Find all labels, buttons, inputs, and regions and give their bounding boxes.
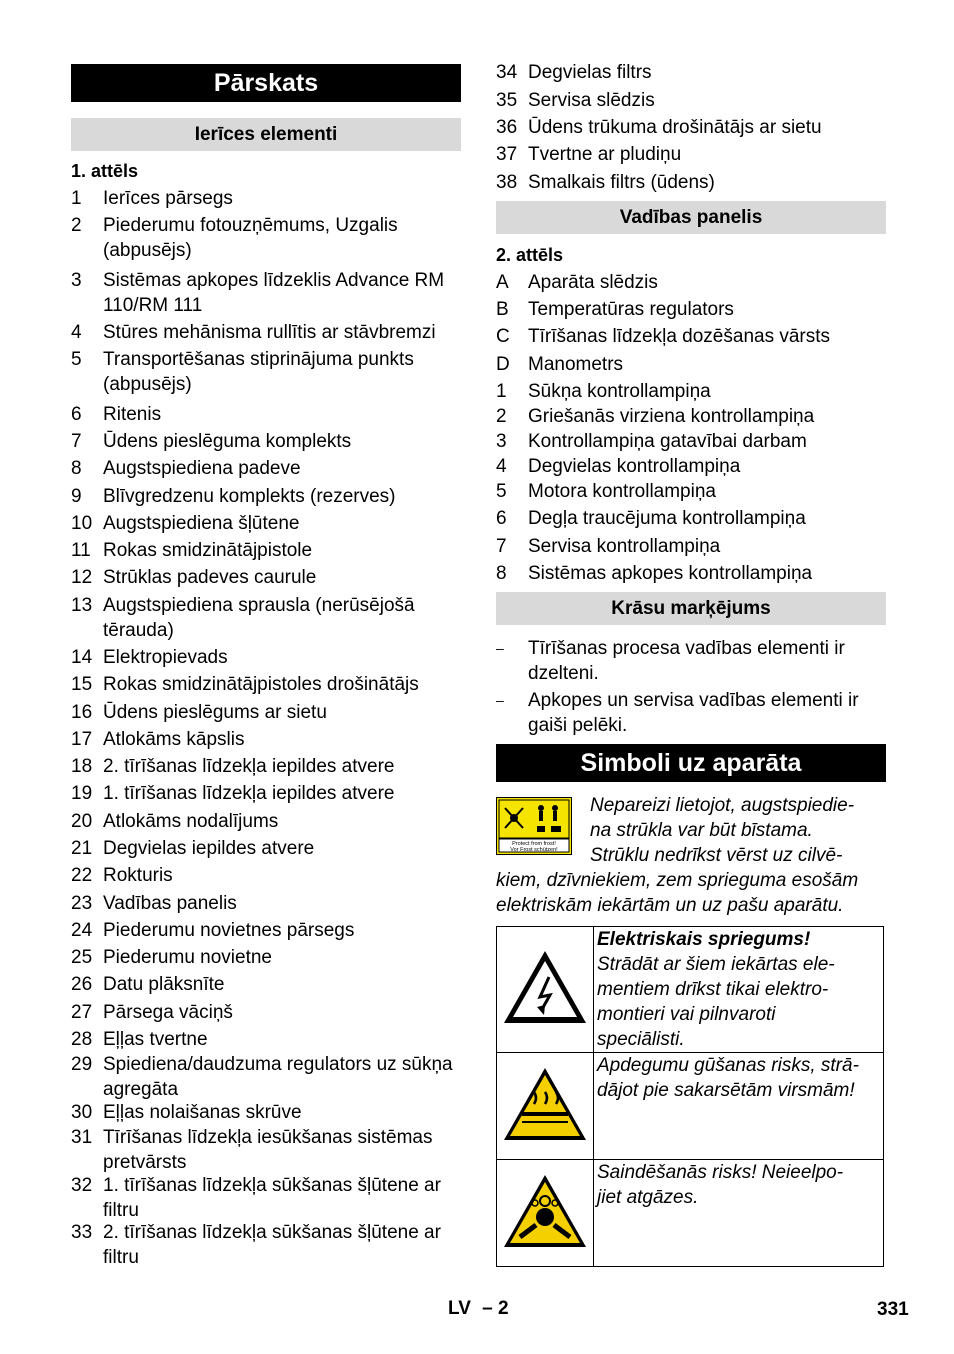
- list-item-text: Spiediena/daudzuma regulators uz sūkņa agregāta: [103, 1054, 453, 1100]
- list-item-number: 35: [496, 90, 518, 111]
- warning-row: [497, 927, 884, 1053]
- list-item-text: Tvertne ar pludiņu: [528, 144, 682, 165]
- section-heading-color-coding: Krāsu marķējums: [496, 592, 886, 625]
- list-item-text: 1. tīrīšanas līdzekļa iepildes atvere: [103, 783, 395, 804]
- list-item-number: 14: [71, 647, 93, 668]
- list-item-number: 8: [71, 458, 82, 479]
- list-item-text: Rokas smidzinātājpistole: [103, 540, 313, 561]
- symbols-title: Simboli uz aparāta: [496, 744, 886, 782]
- list-item-text: Datu plāksnīte: [103, 974, 225, 995]
- hot-surface-warning-icon: [497, 1053, 594, 1160]
- list-item-text: 2. tīrīšanas līdzekļa iepildes atvere: [103, 756, 395, 777]
- list-item-text: Augstspiediena padeve: [103, 458, 301, 479]
- warning-body-toxic: Saindēšanās risks! Neieelpo- jiet atgāzes.: [597, 1162, 844, 1208]
- list-item-number: 8: [496, 563, 507, 584]
- list-item-number: 27: [71, 1002, 93, 1023]
- list-item-text: Ūdens pieslēguma komplekts: [103, 431, 352, 452]
- list-item-text: Strūklas padeves caurule: [103, 567, 317, 588]
- svg-text:Vor Frost schützen!: Vor Frost schützen!: [510, 847, 558, 853]
- list-item-text: Temperatūras regulators: [528, 299, 734, 320]
- warning-body-hot-surface: Apdegumu gūšanas risks, strā- dājot pie sakarsētām virsmām!: [597, 1055, 859, 1101]
- page-title: Pārskats: [71, 64, 461, 102]
- list-item-number: 3: [71, 270, 82, 291]
- list-item-number: 6: [496, 508, 507, 529]
- list-item-number: 2: [496, 406, 507, 427]
- list-item-text: Smalkais filtrs (ūdens): [528, 172, 715, 193]
- list-item-text: Eļļas tvertne: [103, 1029, 208, 1050]
- list-item-text: Rokas smidzinātājpistoles drošinātājs: [103, 674, 419, 695]
- list-item-number: 5: [71, 349, 82, 370]
- list-item-number: 7: [71, 431, 82, 452]
- symbol-description-line: elektriskām iekārtām un uz pašu aparātu.: [496, 895, 844, 916]
- list-item-number: 31: [71, 1127, 93, 1148]
- list-item-text: Atlokāms nodalījums: [103, 811, 279, 832]
- list-item-number: 9: [71, 486, 82, 507]
- warning-text-toxic: [594, 1160, 884, 1267]
- list-item-number: 1: [496, 381, 507, 402]
- footer-lang: LV: [448, 1298, 471, 1319]
- list-item-number: 26: [71, 974, 93, 995]
- list-item-number: 24: [71, 920, 93, 941]
- list-item-text: Degvielas kontrollampiņa: [528, 456, 741, 477]
- list-item-text: Rokturis: [103, 865, 173, 886]
- list-item-number: B: [496, 299, 509, 320]
- list-item-number: 16: [71, 702, 93, 723]
- list-item-text: Tīrīšanas līdzekļa iesūkšanas sistēmas pretvārsts: [103, 1127, 433, 1173]
- list-item-number: 33: [71, 1222, 93, 1243]
- list-item-number: C: [496, 326, 510, 347]
- list-item-number: 3: [496, 431, 507, 452]
- list-item-number: D: [496, 354, 510, 375]
- list-item-text: Pārsega vāciņš: [103, 1002, 233, 1023]
- list-item-number: 23: [71, 893, 93, 914]
- footer-section-number: – 2: [482, 1298, 509, 1319]
- list-item-text: Motora kontrollampiņa: [528, 481, 716, 502]
- warning-bold-electric: Elektriskais spriegums!: [597, 929, 811, 950]
- list-item-text: Atlokāms kāpslis: [103, 729, 245, 750]
- list-item-text: Ierīces pārsegs: [103, 188, 233, 209]
- list-item-number: 1: [71, 188, 82, 209]
- list-item-number: 4: [71, 322, 82, 343]
- list-item-number: –: [496, 640, 504, 656]
- list-item-text: Piederumu novietnes pārsegs: [103, 920, 355, 941]
- list-item-text: Servisa slēdzis: [528, 90, 655, 111]
- list-item-text: Degļa traucējuma kontrollampiņa: [528, 508, 806, 529]
- list-item-text: Elektropievads: [103, 647, 228, 668]
- list-item-text: Griešanās virziena kontrollampiņa: [528, 406, 815, 427]
- warning-text-electric: [594, 927, 884, 1053]
- list-item-number: 7: [496, 536, 507, 557]
- list-item-text: Transportēšanas stiprinājuma punkts (abpusējs): [103, 349, 414, 395]
- list-item-number: 28: [71, 1029, 93, 1050]
- list-item-number: 11: [71, 540, 91, 561]
- list-item-number: 20: [71, 811, 93, 832]
- symbol-description-line: Strūklu nedrīkst vērst uz cilvē-: [590, 845, 843, 866]
- list-item-text: Ūdens pieslēgums ar sietu: [103, 702, 327, 723]
- list-item-text: 2. tīrīšanas līdzekļa sūkšanas šļūtene ar filtru: [103, 1222, 441, 1268]
- list-item-text: Sistēmas apkopes kontrollampiņa: [528, 563, 813, 584]
- list-item-text: Degvielas filtrs: [528, 62, 652, 83]
- symbol-description-line: Nepareizi lietojot, augstspiedie-: [590, 795, 855, 816]
- list-item-number: 37: [496, 144, 518, 165]
- list-item-number: 21: [71, 838, 93, 859]
- toxic-gas-warning-icon: [497, 1160, 594, 1267]
- list-item-number: 12: [71, 567, 93, 588]
- list-item-text: 1. tīrīšanas līdzekļa sūkšanas šļūtene ar filtru: [103, 1175, 441, 1221]
- list-item-text: Augstspiediena šļūtene: [103, 513, 300, 534]
- list-item-number: 5: [496, 481, 507, 502]
- list-item-number: 15: [71, 674, 93, 695]
- warning-body-electric: Strādāt ar šiem iekārtas ele- mentiem drīkst tikai elektro- montieri vai pilnvaroti speciālisti.: [597, 954, 835, 1050]
- list-item-number: 22: [71, 865, 93, 886]
- symbol-description-line: kiem, dzīvniekiem, zem sprieguma esošām: [496, 870, 859, 891]
- list-item-text: Augstspiediena sprausla (nerūsējošā tērauda): [103, 595, 415, 641]
- list-item-number: 25: [71, 947, 93, 968]
- list-item-text: Eļļas nolaišanas skrūve: [103, 1102, 302, 1123]
- list-item-text: Apkopes un servisa vadības elementi ir gaiši pelēki.: [528, 690, 859, 736]
- list-item-number: –: [496, 692, 504, 708]
- figure-caption-1: 1. attēls: [71, 161, 139, 181]
- list-item-text: Tīrīšanas līdzekļa dozēšanas vārsts: [528, 326, 831, 347]
- list-item-text: Aparāta slēdzis: [528, 272, 658, 293]
- warning-symbols-table: [496, 926, 884, 1267]
- page-number: 331: [877, 1299, 909, 1320]
- footer-section-label: [448, 1298, 509, 1320]
- list-item-text: Blīvgredzenu komplekts (rezerves): [103, 486, 396, 507]
- symbol-description-line: na strūkla var būt bīstama.: [590, 820, 813, 841]
- list-item-text: Sistēmas apkopes līdzeklis Advance RM 110/RM 111: [103, 270, 445, 316]
- list-item-number: 19: [71, 783, 93, 804]
- list-item-text: Sūkņa kontrollampiņa: [528, 381, 711, 402]
- list-item-number: 38: [496, 172, 518, 193]
- warning-text-hot-surface: [594, 1053, 884, 1160]
- electric-warning-icon: [497, 927, 594, 1053]
- list-item-text: Ūdens trūkuma drošinātājs ar sietu: [528, 117, 822, 138]
- warning-row: [497, 1053, 884, 1160]
- list-item-number: 36: [496, 117, 518, 138]
- list-item-text: Piederumu fotouzņēmums, Uzgalis (abpusējs): [103, 215, 398, 261]
- list-item-text: Stūres mehānisma rullītis ar stāvbremzi: [103, 322, 436, 343]
- list-item-text: Piederumu novietne: [103, 947, 272, 968]
- list-item-text: Ritenis: [103, 404, 162, 425]
- section-heading-device-elements: Ierīces elementi: [71, 118, 461, 151]
- list-item-text: Vadības panelis: [103, 893, 237, 914]
- list-item-number: 6: [71, 404, 82, 425]
- list-item-number: 4: [496, 456, 507, 477]
- figure-caption-2: 2. attēls: [496, 245, 564, 265]
- list-item-number: 17: [71, 729, 93, 750]
- list-item-number: A: [496, 272, 509, 293]
- list-item-text: Manometrs: [528, 354, 624, 375]
- list-item-text: Kontrollampiņa gatavībai darbam: [528, 431, 807, 452]
- list-item-number: 18: [71, 756, 93, 777]
- list-item-text: Tīrīšanas procesa vadības elementi ir dzelteni.: [528, 638, 845, 684]
- list-item-number: 30: [71, 1102, 93, 1123]
- warning-row: [497, 1160, 884, 1267]
- pressure-jet-sticker-icon: [496, 797, 572, 855]
- list-item-number: 13: [71, 595, 93, 616]
- list-item-number: 34: [496, 62, 518, 83]
- list-item-number: 10: [71, 513, 93, 534]
- list-item-number: 29: [71, 1054, 93, 1075]
- list-item-number: 2: [71, 215, 82, 236]
- list-item-number: 32: [71, 1175, 93, 1196]
- svg-text:Protect from frost!: Protect from frost!: [512, 841, 556, 847]
- section-heading-control-panel: Vadības panelis: [496, 201, 886, 234]
- list-item-text: Degvielas iepildes atvere: [103, 838, 315, 859]
- list-item-text: Servisa kontrollampiņa: [528, 536, 721, 557]
